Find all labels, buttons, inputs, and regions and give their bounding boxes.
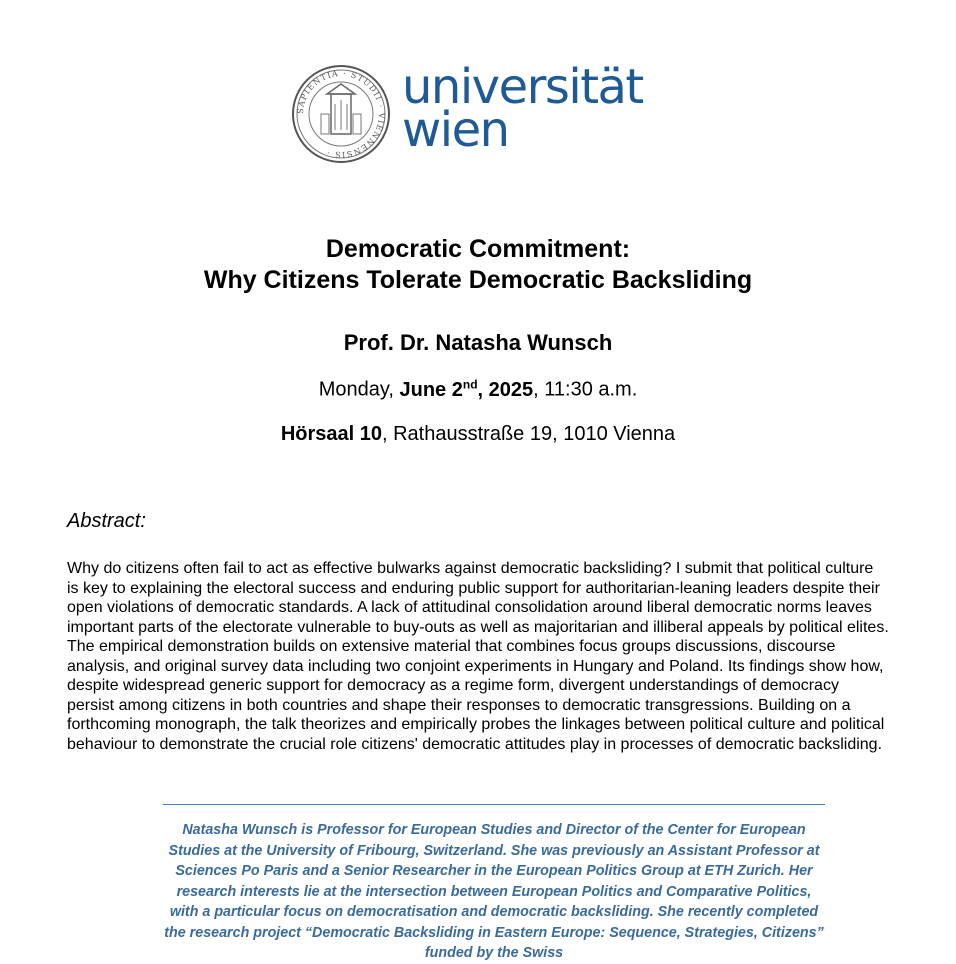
date-ordinal: nd: [462, 377, 478, 391]
event-title-line-1: Democratic Commitment:: [325, 235, 631, 263]
event-date: [0, 377, 956, 402]
section-divider: [163, 804, 825, 805]
date-month-day: June 2: [399, 378, 463, 401]
speaker-bio: Natasha Wunsch is Professor for European Studies and Director of the Center for European Studies at the University of Fribourg, Switzerland. She was previously an Assistant Professor at Sciences Po Paris and a Senior Researcher in the European Politics Group at ETH Zurich. Her research interests lie at the intersection between European Politics and Comparative Politics, with a particular focus on democratisation and democratic backsliding. She recently completed the research project “Democratic Backsliding in Eastern Europe: Sequence, Strategies, Citizens” funded by the Swiss: [164, 822, 824, 961]
university-logo: [291, 59, 671, 164]
date-year: , 2025: [477, 378, 534, 401]
speaker-name: Prof. Dr. Natasha Wunsch: [343, 330, 613, 355]
abstract-text: Why do citizens often fail to act as effective bulwarks against democratic backsliding? I submit that political culture is key to explaining the electoral success and enduring public support for authoritarian-leaning leaders despite their open violations of democratic standards. A lack of attitudinal consolidation around liberal democratic norms leaves important parts of the electorate vulnerable to buy-outs as well as majoritarian and illiberal appeals by political elites. The empirical demonstration builds on extensive material that combines focus groups discussions, discourse analysis, and original survey data including two conjoint experiments in Hungary and Poland. Its findings show how, despite widespread generic support for democracy as a regime form, divergent understandings of democracy persist among citizens in both countries and shape their responses to democratic transgressions. Building on a forthcoming monograph, the talk theorizes and empirically probes the linkages between political culture and political behaviour to demonstrate the crucial role citizens' democratic attitudes play in processes of democratic backsliding.: [67, 560, 889, 753]
abstract-heading: Abstract:: [67, 510, 146, 532]
wordmark-line-2: wien: [402, 102, 509, 158]
svg-text:SAPIENTIA · STUDII · VIENNENSI: SAPIENTIA · STUDII · VIENNENSIS ·: [295, 68, 387, 160]
university-wordmark: [402, 59, 643, 158]
date-time: , 11:30 a.m.: [533, 378, 638, 401]
wordmark-line-1: universität: [402, 59, 643, 115]
date-day: [400, 379, 534, 401]
date-weekday: Monday,: [318, 378, 400, 401]
event-venue: [0, 423, 956, 446]
venue-room: Hörsaal 10: [280, 423, 382, 445]
university-seal-icon: [291, 64, 391, 164]
event-title-line-2: Why Citizens Tolerate Democratic Backsliding: [203, 266, 753, 294]
venue-address: , Rathausstraße 19, 1010 Vienna: [382, 423, 676, 445]
event-title: [0, 234, 956, 296]
